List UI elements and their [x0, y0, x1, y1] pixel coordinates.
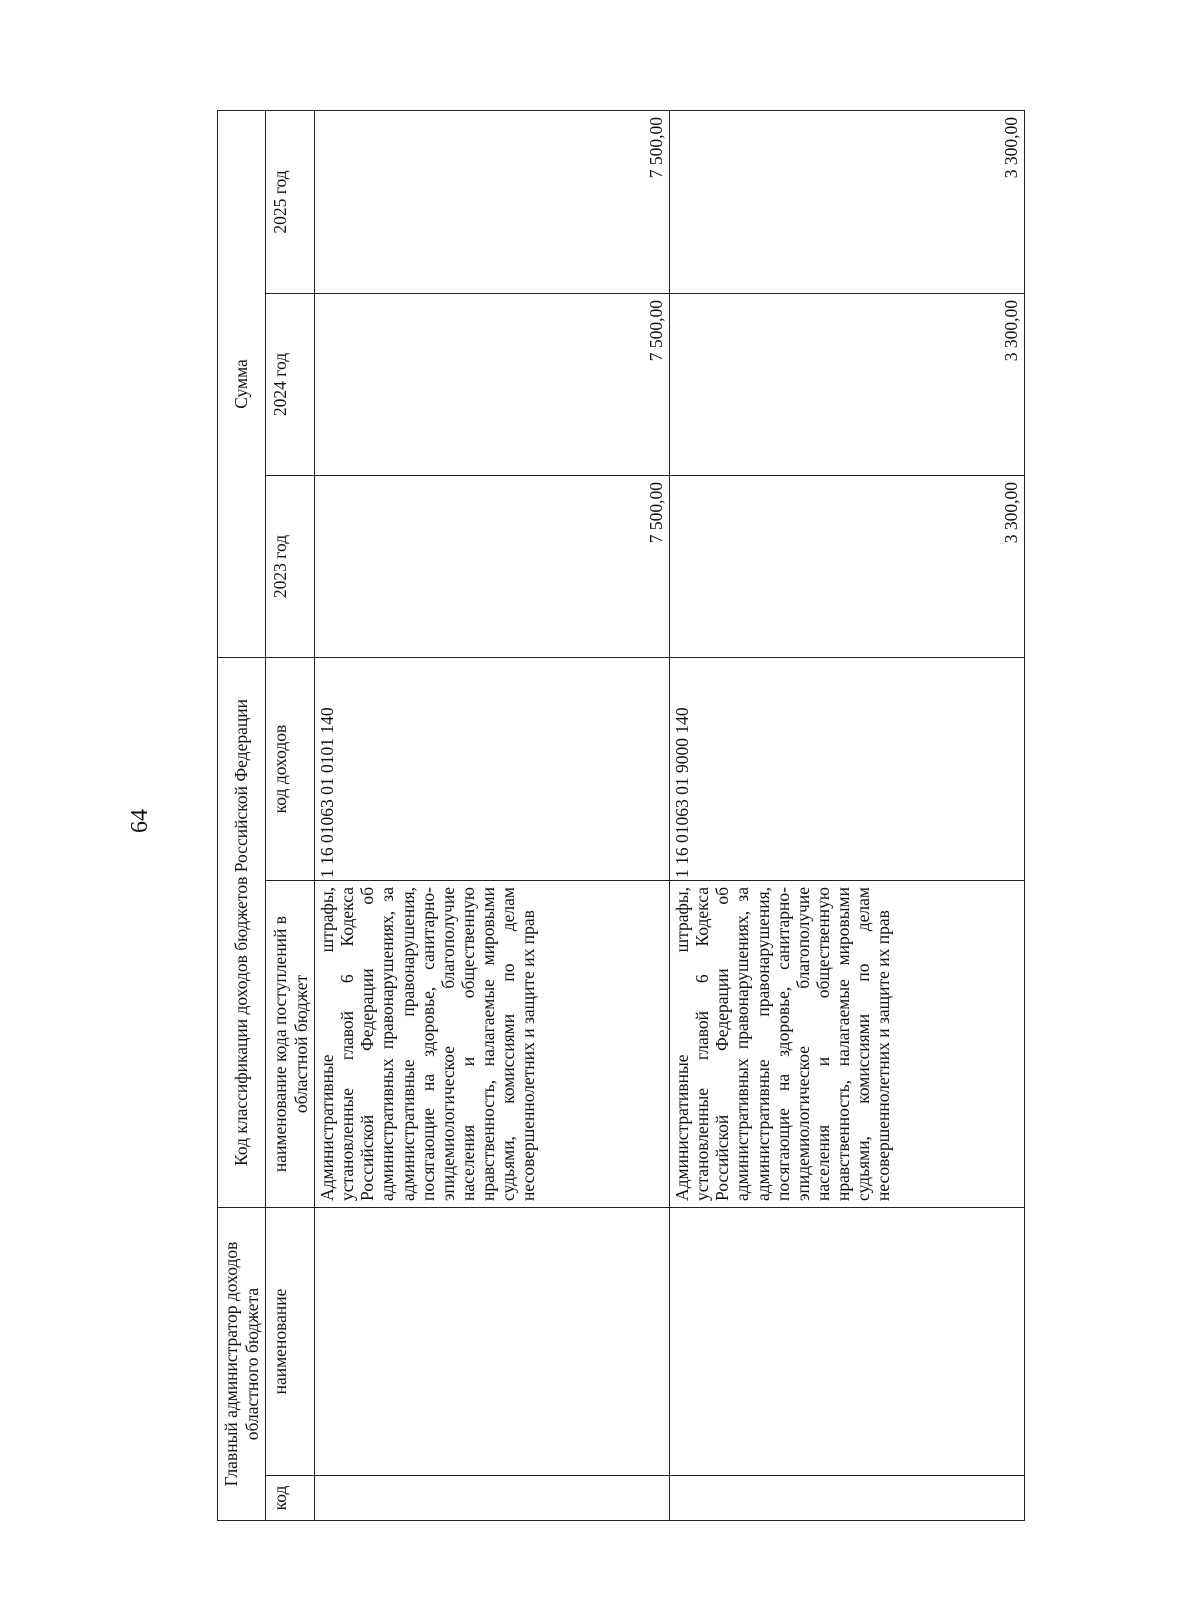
cell-kod-dohodov: 1 16 01063 01 9000 140	[670, 658, 1025, 881]
cell-amount-2023: 7 500,00	[315, 476, 670, 658]
cell-amount-2024: 3 300,00	[670, 294, 1025, 476]
header-row-groups	[218, 110, 266, 1520]
cell-amount-2025: 7 500,00	[315, 110, 670, 293]
revenue-table	[217, 110, 1025, 1521]
col-header-2025: 2025 год	[266, 110, 315, 293]
header-row-columns	[266, 110, 315, 1520]
col-header-naimenovanie: наименование	[266, 1208, 315, 1476]
cell-description: Административные штрафы, установленные главой 6 Кодекса Российской Федерации об административных правонарушениях, за административные правонарушения, посягающие на здоровье, санитарно-эпидемиологическое благополучие населения и общественную нравственность, налагаемые мировыми судьями, комиссиями по делам несовершеннолетних и защите их прав	[315, 881, 670, 1208]
table-row	[670, 110, 1025, 1520]
col-header-kod-dohodov: код доходов	[266, 658, 315, 881]
sum-group-header: Сумма	[218, 110, 266, 657]
cell-kod	[315, 1476, 670, 1521]
cell-kod	[670, 1476, 1025, 1521]
cell-naimenovanie	[315, 1208, 670, 1476]
table-row	[315, 110, 670, 1520]
page-number: 64	[127, 809, 153, 833]
cell-kod-dohodov: 1 16 01063 01 0101 140	[315, 658, 670, 881]
cell-amount-2023: 3 300,00	[670, 476, 1025, 658]
cell-naimenovanie	[670, 1208, 1025, 1476]
admin-group-header: Главный администратор доходов областного бюджета	[218, 1208, 266, 1521]
col-header-2024: 2024 год	[266, 294, 315, 476]
revenue-table-rotated	[217, 111, 1025, 1521]
cell-description: Административные штрафы, установленные главой 6 Кодекса Российской Федерации об административных правонарушениях, за административные правонарушения, посягающие на здоровье, санитарно-эпидемиологическое благополучие населения и общественную нравственность, налагаемые мировыми судьями, комиссиями по делам несовершеннолетних и защите их прав	[670, 881, 1025, 1208]
cell-amount-2025: 3 300,00	[670, 110, 1025, 293]
cell-amount-2024: 7 500,00	[315, 294, 670, 476]
classification-group-header: Код классификации доходов бюджетов Российской Федерации	[218, 658, 266, 1208]
col-header-naimenovanie-koda: наименование кода поступлений в областной бюджет	[266, 881, 315, 1208]
col-header-2023: 2023 год	[266, 476, 315, 658]
col-header-kod: код	[266, 1476, 315, 1521]
